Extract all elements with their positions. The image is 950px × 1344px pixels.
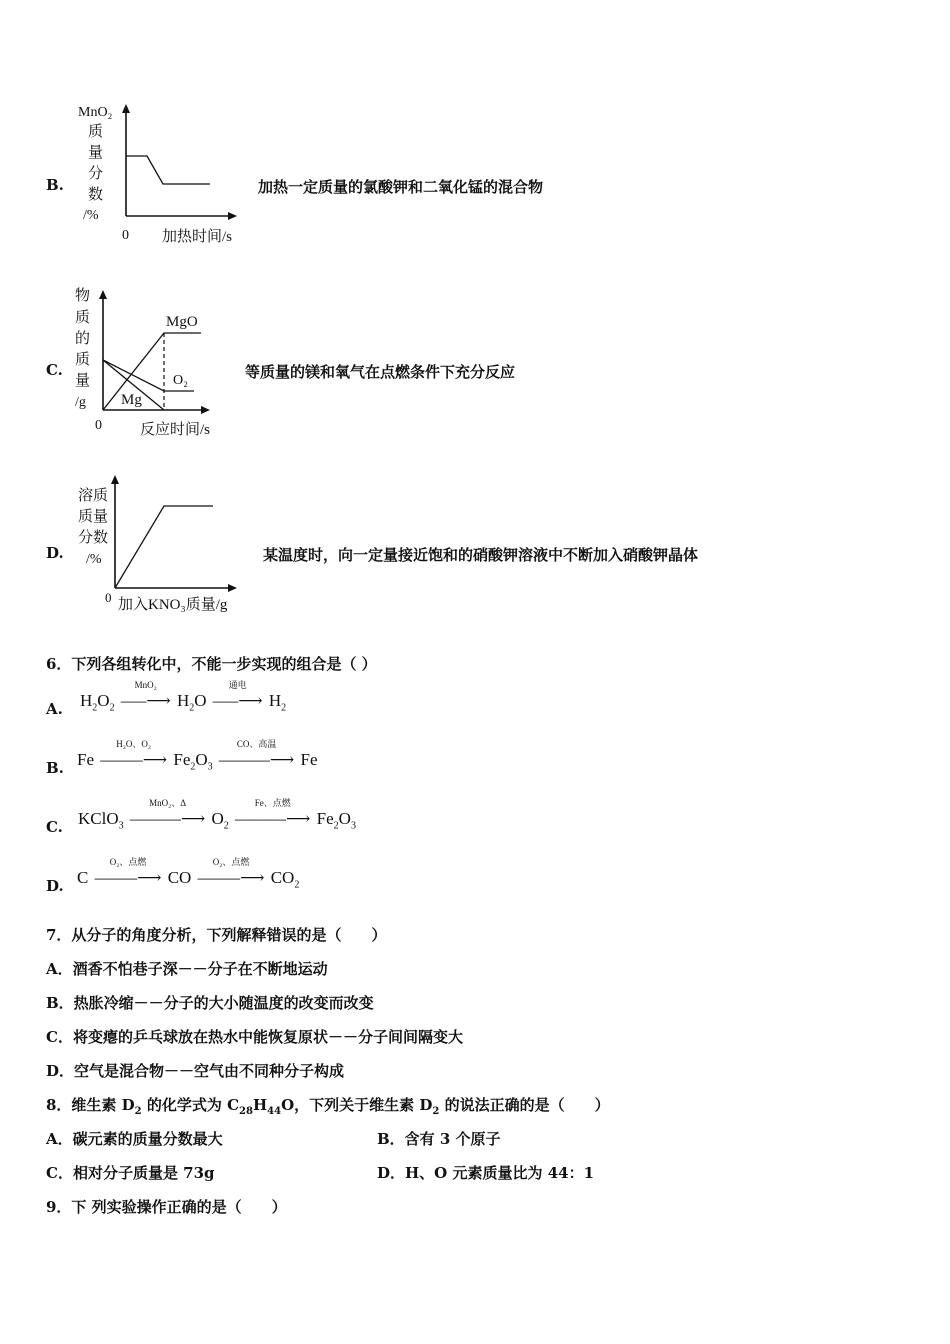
graph-c-x-arrow: [201, 406, 210, 414]
graph-b-origin: 0: [122, 228, 129, 243]
graph-d-x-arrow: [228, 584, 237, 592]
graph-b-curve: [126, 156, 210, 184]
graph-c-y-label-4: 质: [75, 352, 91, 368]
graph-c-y-label-2: 质: [75, 310, 91, 326]
q7-option-a: A．酒香不怕巷子深－－分子在不断地运动: [46, 960, 328, 978]
graph-c-origin: 0: [95, 418, 102, 433]
q7-option-d: D．空气是混合物－－空气由不同种分子构成: [46, 1062, 345, 1080]
q6-option-a-letter: A.: [46, 700, 63, 718]
q6-a-arrow-2: 通电 –––⟶: [212, 680, 263, 710]
graph-c-label-o2: O₂: [173, 373, 188, 388]
q6-c-arrow-1: MnO₂、Δ ––––––⟶: [129, 798, 206, 828]
q8-option-d: D．H、O 元素质量比为 44：1: [377, 1164, 595, 1182]
option-d-description: 某温度时，向一定量接近饱和的硝酸钾溶液中不断加入硝酸钾晶体: [263, 546, 699, 564]
graph-b: [70, 100, 260, 250]
q6-option-d-letter: D.: [46, 877, 64, 895]
q8-option-a: A．碳元素的质量分数最大: [46, 1130, 223, 1148]
q6-option-b-equation: Fe H₂O、O₂ –––––⟶ $Fe_2O_3$ CO、高温 ––––––⟶ Fe: [77, 739, 318, 773]
graph-d-x-label: 加入KNO₃质量/g: [118, 597, 228, 613]
q9-stem: 9．下 列实验操作正确的是（ ）: [46, 1198, 287, 1216]
q8-option-b: B．含有 3 个原子: [377, 1130, 501, 1148]
q8-option-c: C．相对分子质量是 73g: [46, 1164, 215, 1182]
q7-option-b: B．热胀冷缩－－分子的大小随温度的改变而改变: [46, 994, 374, 1012]
graph-d-y-label-1: 溶质: [78, 488, 109, 504]
q6-c-arrow-2: Fe、点燃 ––––––⟶: [235, 798, 311, 828]
graph-b-y-arrow: [122, 104, 130, 113]
graph-d-y-label-3: 分数: [78, 530, 109, 546]
q6-a-arrow-1: MnO₂ –––⟶: [120, 680, 171, 710]
graph-b-x-arrow: [228, 212, 237, 220]
graph-d-curve: [115, 506, 213, 588]
q7-stem: 7．从分子的角度分析，下列解释错误的是（ ）: [46, 926, 387, 944]
q6-d-arrow-2: O₂、点燃 –––––⟶: [197, 857, 265, 887]
q6-d-arrow-1: O₂、点燃 –––––⟶: [94, 857, 162, 887]
q6-stem: 6．下列各组转化中，不能一步实现的组合是（ ）: [46, 655, 377, 673]
q6-option-d-equation: C O₂、点燃 –––––⟶ CO O₂、点燃 –––––⟶ $CO_2$: [77, 857, 300, 891]
option-d-letter: D.: [46, 544, 64, 562]
graph-c-x-label: 反应时间/s: [140, 422, 211, 438]
graph-d-y-arrow: [111, 475, 119, 484]
graph-c-y-unit: /g: [75, 395, 86, 410]
q8-stem: 8．维生素 $D_2$ 的化学式为 $C_{28}H_{44}O$，下列关于维生素 $D_2$ 的说法正确的是（ ）: [46, 1096, 610, 1117]
option-c-description: 等质量的镁和氧气在点燃条件下充分反应: [245, 363, 516, 381]
graph-c-y-arrow: [99, 290, 107, 299]
graph-c-label-mg: Mg: [121, 392, 142, 408]
q6-option-b-letter: B.: [46, 759, 64, 777]
q6-option-c-letter: C.: [46, 818, 63, 836]
q6-b-arrow-1: H₂O、O₂ –––––⟶: [100, 739, 168, 769]
option-c-letter: C.: [46, 361, 63, 379]
graph-d-origin: 0: [105, 590, 112, 605]
graph-b-y-label-2: 量: [88, 145, 104, 161]
graph-c-label-mgo: MgO: [166, 314, 198, 330]
graph-b-y-pct: /%: [83, 208, 99, 223]
graph-c: [70, 283, 230, 443]
q6-b-arrow-2: CO、高温 ––––––⟶: [218, 739, 295, 769]
graph-c-y-label-1: 物: [75, 288, 91, 304]
graph-d-y-pct: /%: [86, 552, 102, 567]
q7-option-c: C．将变瘪的乒乓球放在热水中能恢复原状－－分子间间隔变大: [46, 1028, 463, 1046]
option-b-letter: B.: [46, 176, 64, 194]
graph-c-y-label-3: 的: [75, 331, 91, 347]
graph-b-y-unit: MnO₂: [78, 105, 113, 120]
graph-b-y-label-3: 分: [88, 166, 104, 182]
graph-b-y-label-4: 数: [88, 187, 104, 203]
graph-d: [70, 470, 255, 620]
graph-b-y-label-1: 质: [88, 124, 104, 140]
option-b-description: 加热一定质量的氯酸钾和二氧化锰的混合物: [258, 178, 544, 196]
graph-b-x-label: 加热时间/s: [162, 229, 233, 245]
graph-c-y-label-5: 量: [75, 373, 91, 389]
q6-option-c-equation: KClO$_3$ MnO₂、Δ ––––––⟶ $O_2$ Fe、点燃 ––––––⟶ $Fe_2O_3$: [78, 798, 356, 832]
graph-d-y-label-2: 质量: [78, 509, 109, 525]
q6-option-a-equation: $H_2O_2$ MnO₂ –––⟶ $H_2O$ 通电 –––⟶ $H_2$: [80, 680, 287, 714]
